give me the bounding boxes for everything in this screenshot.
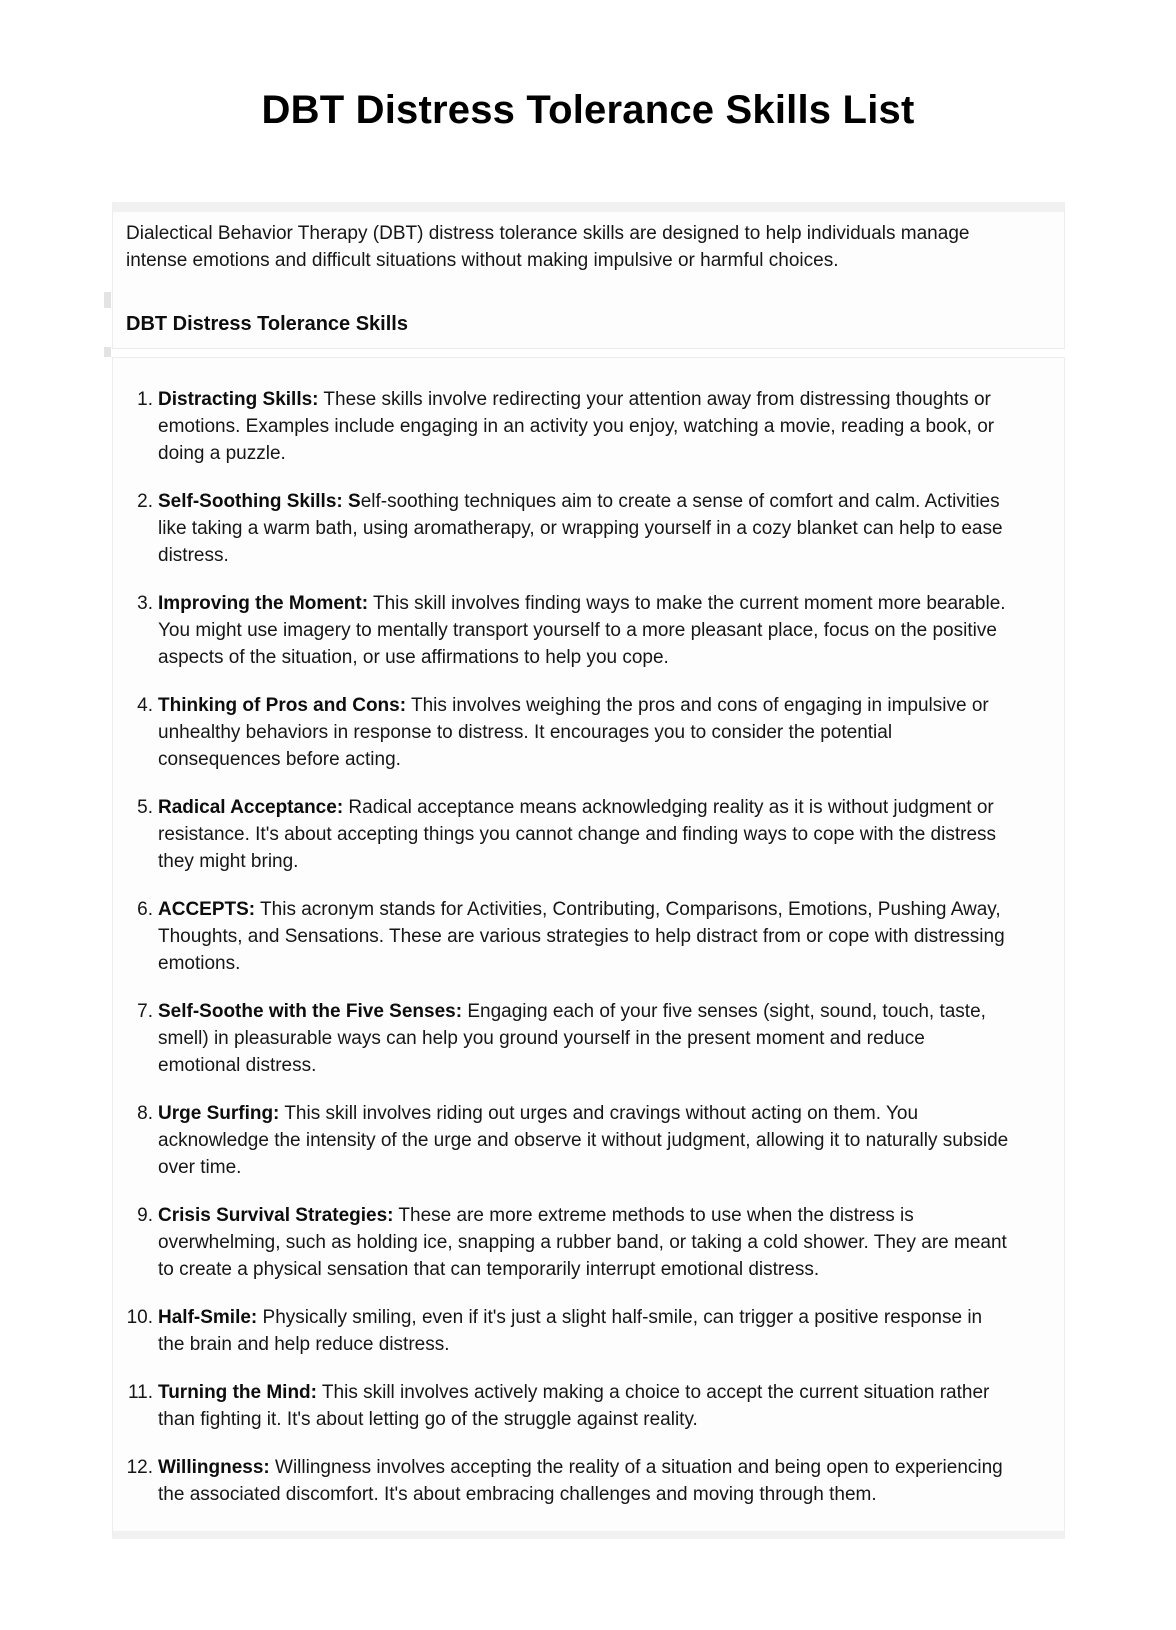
item-desc: elf-soothing techniques aim to create a sense of comfort and calm. Activities like taking a warm bath, using aromatherapy, or wrapping yourself in a cozy blanket can help to ease distress. bbox=[158, 491, 1003, 566]
item-text bbox=[158, 386, 1009, 467]
item-desc: This skill involves riding out urges and cravings without acting on them. You acknowledge the intensity of the urge and observe it without judgment, allowing it to naturally subside over time. bbox=[158, 1103, 1009, 1178]
item-desc: Radical acceptance means acknowledging reality as it is without judgment or resistance. It's about accepting things you cannot change and finding ways to cope with the distress they might bring. bbox=[158, 797, 997, 872]
item-text bbox=[158, 590, 1009, 671]
intro-paragraph: Dialectical Behavior Therapy (DBT) distress tolerance skills are designed to help individuals manage intense emotions and difficult situations without making impulsive or harmful choices. bbox=[126, 223, 970, 271]
item-desc: These are more extreme methods to use when the distress is overwhelming, such as holding ice, snapping a rubber band, or taking a cold shower. They are meant to create a physical sensation that can temporarily interrupt emotional distress. bbox=[158, 1205, 1007, 1280]
item-text bbox=[158, 794, 1009, 875]
item-number: 7. bbox=[137, 1001, 153, 1022]
item-label: Crisis Survival Strategies: bbox=[158, 1205, 394, 1226]
list-item bbox=[113, 794, 1009, 875]
item-number: 3. bbox=[137, 593, 153, 614]
item-text bbox=[158, 488, 1009, 569]
item-label: Radical Acceptance: bbox=[158, 797, 344, 818]
item-text bbox=[158, 692, 1009, 773]
item-number: 4. bbox=[137, 695, 153, 716]
item-desc: This acronym stands for Activities, Contributing, Comparisons, Emotions, Pushing Away, Thoughts, and Sensations. These are various strategies to help distract from or cope with distressing emotions. bbox=[158, 899, 1005, 974]
item-number: 10. bbox=[126, 1307, 153, 1328]
intro-card bbox=[112, 202, 1065, 349]
list-item bbox=[113, 1304, 1009, 1358]
item-desc: This skill involves finding ways to make the current moment more bearable. You might use imagery to mentally transport yourself to a more pleasant place, focus on the positive aspects of the situation, or use affirmations to help you cope. bbox=[158, 593, 1006, 668]
item-label: Self-Soothing Skills: S bbox=[158, 491, 361, 512]
item-label: Half-Smile: bbox=[158, 1307, 258, 1328]
left-edge-notch bbox=[104, 347, 111, 357]
item-text bbox=[158, 1454, 1009, 1508]
list-item bbox=[113, 1202, 1009, 1283]
item-label: Improving the Moment: bbox=[158, 593, 369, 614]
item-desc: This skill involves actively making a choice to accept the current situation rather than fighting it. It's about letting go of the struggle against reality. bbox=[158, 1382, 990, 1430]
item-number: 2. bbox=[137, 491, 153, 512]
list-item bbox=[113, 1100, 1009, 1181]
item-number: 12. bbox=[126, 1457, 153, 1478]
item-label: Turning the Mind: bbox=[158, 1382, 317, 1403]
item-desc: These skills involve redirecting your attention away from distressing thoughts or emotions. Examples include engaging in an activity you enjoy, watching a movie, reading a book, or doing a puzzle. bbox=[158, 389, 995, 464]
item-number: 5. bbox=[137, 797, 153, 818]
item-text bbox=[158, 1202, 1009, 1283]
item-label: Self-Soothe with the Five Senses: bbox=[158, 1001, 463, 1022]
item-text bbox=[158, 1100, 1009, 1181]
list-item bbox=[113, 1379, 1009, 1433]
item-label: Distracting Skills: bbox=[158, 389, 319, 410]
item-text bbox=[158, 1379, 1009, 1433]
list-item bbox=[113, 1454, 1009, 1508]
item-desc: This involves weighing the pros and cons of engaging in impulsive or unhealthy behaviors in response to distress. It encourages you to consider the potential consequences before acting. bbox=[158, 695, 989, 770]
item-label: Thinking of Pros and Cons: bbox=[158, 695, 407, 716]
skills-list-card bbox=[112, 357, 1065, 1539]
item-number: 6. bbox=[137, 899, 153, 920]
list-item bbox=[113, 488, 1009, 569]
item-text bbox=[158, 1304, 1009, 1358]
list-item bbox=[113, 896, 1009, 977]
list-item bbox=[113, 692, 1009, 773]
section-heading: DBT Distress Tolerance Skills bbox=[126, 313, 408, 335]
item-number: 11. bbox=[127, 1382, 153, 1403]
item-desc: Willingness involves accepting the reality of a situation and being open to experiencing the associated discomfort. It's about embracing challenges and moving through them. bbox=[158, 1457, 1003, 1505]
left-edge-notch bbox=[104, 292, 111, 308]
item-number: 1. bbox=[137, 389, 153, 410]
list-item bbox=[113, 386, 1009, 467]
item-label: Willingness: bbox=[158, 1457, 270, 1478]
item-number: 8. bbox=[137, 1103, 153, 1124]
page-title: DBT Distress Tolerance Skills List bbox=[261, 88, 915, 132]
skills-list bbox=[113, 386, 1009, 1508]
item-text bbox=[158, 896, 1009, 977]
list-item bbox=[113, 590, 1009, 671]
item-text bbox=[158, 998, 1009, 1079]
item-desc: Physically smiling, even if it's just a slight half-smile, can trigger a positive response in the brain and help reduce distress. bbox=[158, 1307, 983, 1355]
item-label: ACCEPTS: bbox=[158, 899, 256, 920]
item-number: 9. bbox=[137, 1205, 153, 1226]
list-item bbox=[113, 998, 1009, 1079]
item-desc: Engaging each of your five senses (sight, sound, touch, taste, smell) in pleasurable ways can help you ground yourself in the present moment and reduce emotional distress. bbox=[158, 1001, 986, 1076]
item-label: Urge Surfing: bbox=[158, 1103, 280, 1124]
